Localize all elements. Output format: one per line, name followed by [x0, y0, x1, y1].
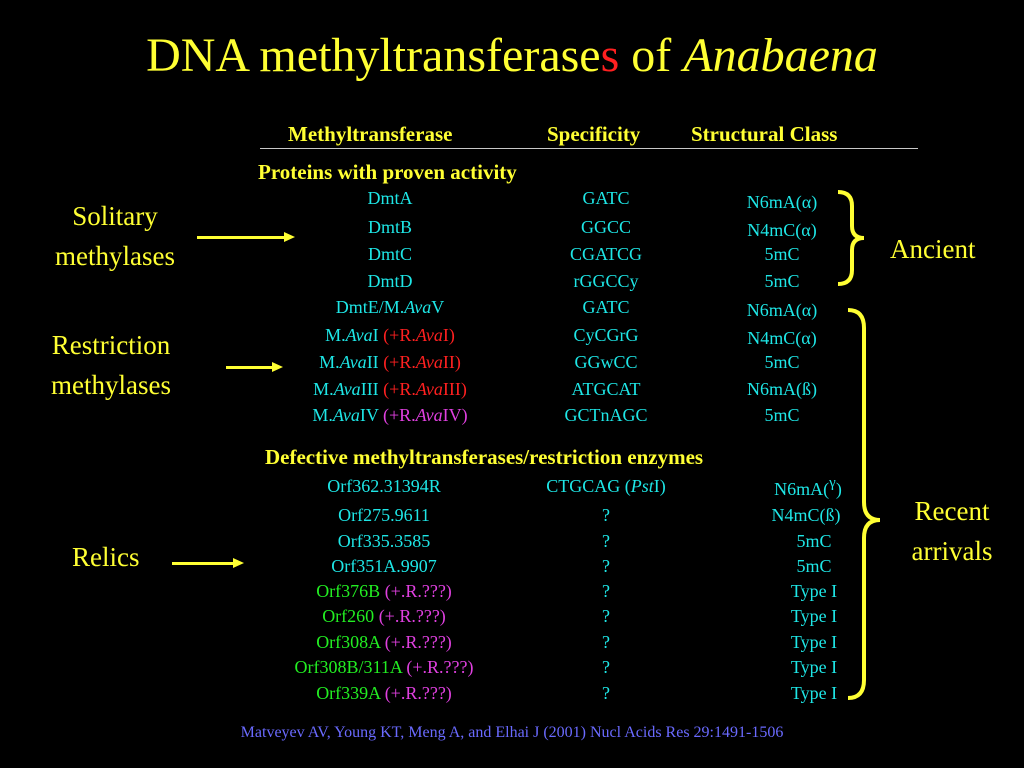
- specificity-value: GGwCC: [574, 352, 638, 372]
- relic-name: Orf335.3585: [337, 531, 431, 551]
- relic-specificity: ?: [602, 505, 610, 525]
- section-heading-defective: Defective methyltransferases/restriction enzymes: [265, 445, 704, 469]
- structural-class-value: 5mC: [764, 244, 800, 264]
- structural-class-value: 5mC: [764, 352, 800, 372]
- specificity-value: rGGCCy: [573, 271, 639, 291]
- restriction-arrow: [226, 366, 273, 369]
- relic-name: Orf260 (+.R.???): [322, 606, 446, 626]
- specificity-value: GGCC: [580, 217, 632, 237]
- relic-name: Orf308A (+.R.???): [316, 632, 452, 652]
- structural-class-value: N6mA(ß): [747, 379, 817, 399]
- relics-arrow: [172, 562, 234, 565]
- citation: Matveyev AV, Young KT, Meng A, and Elhai J (2001) Nucl Acids Res 29:1491-1506: [240, 724, 784, 741]
- column-header-specificity: Specificity: [547, 122, 641, 146]
- relic-name: Orf308B/311A (+.R.???): [294, 657, 474, 677]
- specificity-value: CyCGrG: [573, 325, 639, 345]
- relic-name: Orf351A.9907: [331, 556, 437, 576]
- relic-specificity: ?: [602, 581, 610, 601]
- relic-class: 5mC: [796, 556, 832, 576]
- title-text: DNA methyltransferase: [146, 29, 601, 82]
- column-header-methyltransferase: Methyltransferase: [288, 122, 453, 146]
- relic-class: N4mC(ß): [771, 505, 841, 525]
- relic-specificity: CTGCAG (PstI): [546, 476, 666, 496]
- section-heading-proven: Proteins with proven activity: [258, 160, 517, 184]
- specificity-value: CGATCG: [569, 244, 643, 264]
- relic-class: Type I: [790, 632, 838, 652]
- structural-class-value: N4mC(α): [747, 220, 817, 240]
- ancient-brace: [830, 188, 870, 288]
- specificity-value: GATC: [582, 188, 630, 208]
- relic-name: Orf275.9611: [338, 505, 430, 525]
- relic-specificity: ?: [602, 657, 610, 677]
- specificity-value: ATGCAT: [571, 379, 641, 399]
- relic-specificity: ?: [602, 531, 610, 551]
- column-header-structural-class: Structural Class: [691, 122, 838, 146]
- structural-class-value: N4mC(α): [747, 328, 817, 348]
- ancient-label: Ancient: [890, 234, 976, 264]
- structural-class-value: N6mA(α): [746, 192, 818, 212]
- relic-class: Type I: [790, 657, 838, 677]
- enzyme-name: M.AvaIV (+R.AvaIV): [312, 405, 468, 425]
- relics-label: Relics: [72, 542, 140, 572]
- restriction-methylases-label: Restriction methylases: [51, 330, 171, 400]
- slide-title: [0, 28, 1024, 83]
- title-mid: of: [619, 29, 684, 82]
- relic-specificity: ?: [602, 556, 610, 576]
- enzyme-name: DmtA: [367, 188, 413, 208]
- enzyme-name: M.AvaIII (+R.AvaIII): [313, 379, 467, 399]
- recent-arrivals-label: Recent arrivals: [911, 496, 993, 566]
- title-plural-s: s: [600, 29, 620, 82]
- relic-class: N6mA($^\gamma$): [774, 475, 842, 499]
- relic-name: Orf376B (+.R.???): [316, 581, 452, 601]
- solitary-methylases-label: Solitary methylases: [55, 201, 175, 271]
- relic-name: Orf339A (+.R.???): [316, 683, 452, 703]
- relic-specificity: ?: [602, 606, 610, 626]
- enzyme-name: DmtB: [367, 217, 413, 237]
- structural-class-value: N6mA(α): [746, 300, 818, 320]
- enzyme-name: DmtD: [367, 271, 413, 291]
- solitary-arrow: [197, 236, 285, 239]
- recent-arrivals-brace: [842, 306, 886, 702]
- enzyme-name: DmtE/M.AvaV: [335, 297, 445, 317]
- relic-specificity: ?: [602, 683, 610, 703]
- specificity-value: GCTnAGC: [564, 405, 648, 425]
- structural-class-value: 5mC: [764, 405, 800, 425]
- structural-class-value: 5mC: [764, 271, 800, 291]
- relic-class: 5mC: [796, 531, 832, 551]
- title-genus: Anabaena: [683, 29, 878, 82]
- relic-class: Type I: [790, 606, 838, 626]
- relic-class: Type I: [790, 581, 838, 601]
- header-divider: [260, 148, 918, 149]
- enzyme-name: M.AvaI (+R.AvaI): [325, 325, 455, 345]
- enzyme-name: DmtC: [367, 244, 413, 264]
- relic-specificity: ?: [602, 632, 610, 652]
- enzyme-name: M.AvaII (+R.AvaII): [319, 352, 461, 372]
- relic-class: Type I: [790, 683, 838, 703]
- relic-name: Orf362.31394R: [327, 476, 441, 496]
- specificity-value: GATC: [582, 297, 630, 317]
